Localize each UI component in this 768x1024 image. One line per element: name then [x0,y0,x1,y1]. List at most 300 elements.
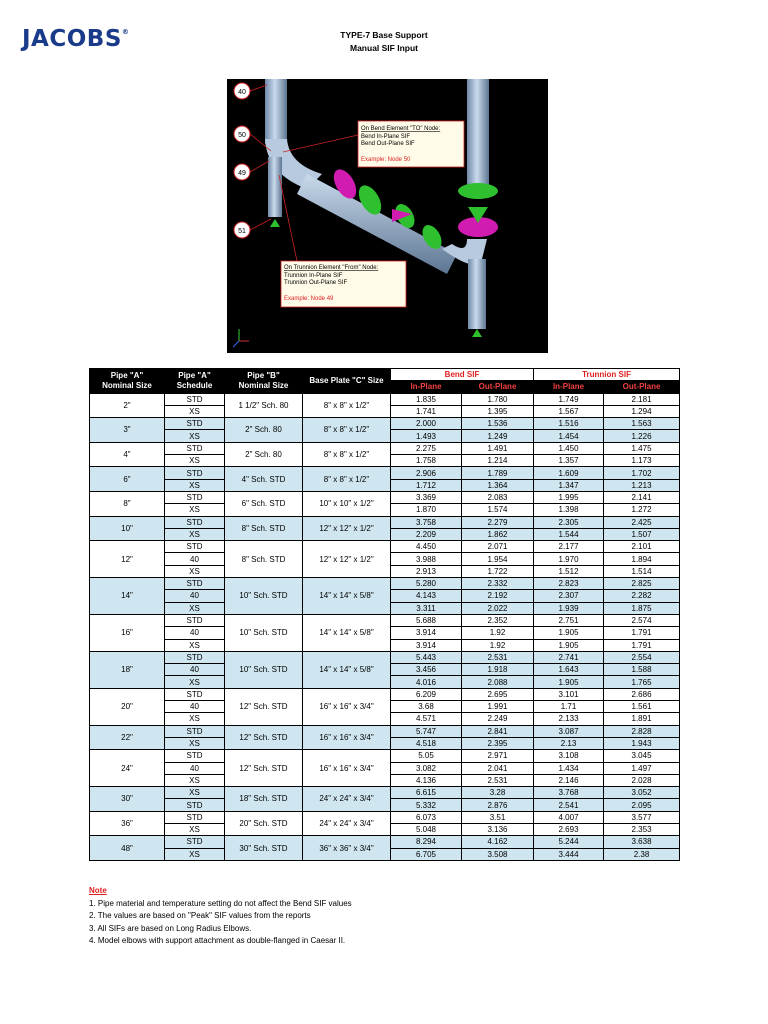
trunnion-in-plane-cell: 2.693 [534,823,604,835]
trunnion-out-plane-cell: 1.226 [604,430,680,442]
bend-in-plane-cell: 3.369 [391,491,462,503]
header-trunnion-in-plane: In-Plane [534,381,604,393]
schedule-cell: XS [165,602,225,614]
trunnion-out-plane-cell: 2.101 [604,541,680,553]
schedule-cell: STD [165,651,225,663]
trunnion-in-plane-cell: 1.995 [534,491,604,503]
trunnion-out-plane-cell: 1.563 [604,418,680,430]
bend-in-plane-cell: 1.493 [391,430,462,442]
trunnion-out-plane-cell: 2.141 [604,491,680,503]
schedule-cell: 40 [165,762,225,774]
bend-out-plane-cell: 1.991 [462,701,534,713]
trunnion-in-plane-cell: 2.177 [534,541,604,553]
node-label [234,83,250,99]
trunnion-in-plane-cell: 2.307 [534,590,604,602]
node-label [234,164,250,180]
base-plate-cell: 24" x 24" x 3/4" [303,787,391,812]
axis-triad-icon [233,329,249,347]
table-row [90,787,680,799]
trunnion-in-plane-cell: 1.398 [534,504,604,516]
schedule-cell: 40 [165,590,225,602]
schedule-cell: XS [165,565,225,577]
bend-out-plane-cell: 2.395 [462,737,534,749]
trunnion-in-plane-cell: 1.905 [534,639,604,651]
trunnion-out-plane-cell: 1.791 [604,639,680,651]
bend-in-plane-cell: 6.209 [391,688,462,700]
bend-out-plane-cell: 2.041 [462,762,534,774]
bend-in-plane-cell: 2.275 [391,442,462,454]
pipe-b-size-cell: 4" Sch. STD [225,467,303,492]
table-row [90,393,680,405]
base-plate-cell: 36" x 36" x 3/4" [303,836,391,861]
trunnion-in-plane-cell: 2.133 [534,713,604,725]
bend-out-plane-cell: 1.574 [462,504,534,516]
trunnion-out-plane-cell: 2.825 [604,578,680,590]
bend-in-plane-cell: 3.914 [391,639,462,651]
pipe-b-size-cell: 12" Sch. STD [225,688,303,725]
base-plate-cell: 8" x 8" x 1/2" [303,418,391,443]
trunnion-out-plane-cell: 1.702 [604,467,680,479]
note-item: 2. The values are based on "Peak" SIF values from the reports [89,911,311,921]
document-title: TYPE-7 Base Support [340,30,428,40]
pipe-a-size-cell: 12" [90,541,165,578]
trunnion-in-plane-cell: 2.541 [534,799,604,811]
schedule-cell: XS [165,823,225,835]
svg-text:On Bend Element "TO" Node:: On Bend Element "TO" Node: [361,126,441,132]
trunnion-in-plane-cell: 1.512 [534,565,604,577]
trunnion-in-plane-cell: 1.905 [534,627,604,639]
trunnion-in-plane-cell: 1.609 [534,467,604,479]
schedule-cell: XS [165,455,225,467]
bend-in-plane-cell: 5.443 [391,651,462,663]
svg-text:Example: Node 50: Example: Node 50 [361,157,411,163]
trunnion-in-plane-cell: 1.567 [534,405,604,417]
bend-out-plane-cell: 1.92 [462,627,534,639]
trunnion-out-plane-cell: 1.514 [604,565,680,577]
trunnion-out-plane-cell: 2.554 [604,651,680,663]
pipe-b-size-cell: 12" Sch. STD [225,750,303,787]
trunnion-out-plane-cell: 1.875 [604,602,680,614]
pipe-a-size-cell: 3" [90,418,165,443]
bend-out-plane-cell: 1.789 [462,467,534,479]
pipe-b-size-cell: 10" Sch. STD [225,578,303,615]
pipe-b-size-cell: 10" Sch. STD [225,614,303,651]
table-row [90,614,680,626]
base-plate-cell: 12" x 12" x 1/2" [303,516,391,541]
schedule-cell: STD [165,442,225,454]
bend-in-plane-cell: 1.712 [391,479,462,491]
bend-in-plane-cell: 8.294 [391,836,462,848]
base-plate-cell: 16" x 16" x 3/4" [303,750,391,787]
sif-table [89,368,680,861]
table-row [90,578,680,590]
bend-in-plane-cell: 1.835 [391,393,462,405]
table-row [90,725,680,737]
bend-in-plane-cell: 5.05 [391,750,462,762]
schedule-cell: STD [165,418,225,430]
schedule-cell: STD [165,725,225,737]
trunnion-out-plane-cell: 1.475 [604,442,680,454]
bend-out-plane-cell: 2.192 [462,590,534,602]
base-plate-cell: 12" x 12" x 1/2" [303,541,391,578]
schedule-cell: XS [165,737,225,749]
table-row [90,491,680,503]
bend-out-plane-cell: 1.395 [462,405,534,417]
sif-table-body [90,393,680,860]
trunnion-in-plane-cell: 1.939 [534,602,604,614]
bend-out-plane-cell: 2.841 [462,725,534,737]
pipe-b-size-cell: 10" Sch. STD [225,651,303,688]
bend-in-plane-cell: 5.280 [391,578,462,590]
pipe-a-size-cell: 30" [90,787,165,812]
bend-out-plane-cell: 2.071 [462,541,534,553]
pipe-a-size-cell: 36" [90,811,165,836]
schedule-cell: XS [165,639,225,651]
bend-out-plane-cell: 2.876 [462,799,534,811]
bend-in-plane-cell: 4.571 [391,713,462,725]
notes-section [89,885,352,948]
pipe-b-size-cell: 12" Sch. STD [225,725,303,750]
trunnion-out-plane-cell: 3.052 [604,787,680,799]
pipe-b-size-cell: 2" Sch. 80 [225,418,303,443]
schedule-cell: STD [165,578,225,590]
bend-out-plane-cell: 3.51 [462,811,534,823]
schedule-cell: XS [165,774,225,786]
base-plate-cell: 8" x 8" x 1/2" [303,393,391,418]
bend-out-plane-cell: 3.28 [462,787,534,799]
schedule-cell: STD [165,516,225,528]
pipe-a-size-cell: 6" [90,467,165,492]
bend-out-plane-cell: 1.722 [462,565,534,577]
bend-in-plane-cell: 3.988 [391,553,462,565]
bend-out-plane-cell: 2.352 [462,614,534,626]
schedule-cell: STD [165,541,225,553]
trunnion-in-plane-cell: 2.13 [534,737,604,749]
bend-out-plane-cell: 2.083 [462,491,534,503]
pipe-segment [265,79,287,144]
trunnion-out-plane-cell: 1.294 [604,405,680,417]
schedule-cell: XS [165,676,225,688]
svg-text:On Trunnion Element "From" Nod: On Trunnion Element "From" Node: [284,265,379,271]
schedule-cell: STD [165,467,225,479]
trunnion-in-plane-cell: 2.305 [534,516,604,528]
trunnion-out-plane-cell: 1.943 [604,737,680,749]
trunnion-in-plane-cell: 3.101 [534,688,604,700]
trunnion-out-plane-cell: 1.507 [604,528,680,540]
bend-in-plane-cell: 1.758 [391,455,462,467]
trunnion-in-plane-cell: 3.768 [534,787,604,799]
bend-out-plane-cell: 2.332 [462,578,534,590]
pipe-segment [297,174,457,274]
svg-text:Trunnion Out-Plane SIF: Trunnion Out-Plane SIF [284,280,348,286]
bend-in-plane-cell: 5.688 [391,614,462,626]
schedule-cell: 40 [165,553,225,565]
trunnion-in-plane-cell: 1.970 [534,553,604,565]
trunnion-pipe [268,157,282,217]
header-pipe-a-schedule: Pipe "A" Schedule [165,369,225,394]
trunnion-out-plane-cell: 1.791 [604,627,680,639]
bend-out-plane-cell: 2.279 [462,516,534,528]
trunnion-out-plane-cell: 1.213 [604,479,680,491]
header-bend-sif: Bend SIF [391,369,534,381]
svg-text:Bend In-Plane SIF: Bend In-Plane SIF [361,134,411,140]
callout-bend-node [358,121,464,167]
trunnion-out-plane-cell: 1.561 [604,701,680,713]
bend-out-plane-cell: 1.249 [462,430,534,442]
base-plate-cell: 16" x 16" x 3/4" [303,688,391,725]
bend-in-plane-cell: 2.906 [391,467,462,479]
table-row [90,442,680,454]
table-row [90,541,680,553]
trunnion-out-plane-cell: 2.095 [604,799,680,811]
pipe-a-size-cell: 18" [90,651,165,688]
bend-in-plane-cell: 4.136 [391,774,462,786]
bend-out-plane-cell: 1.491 [462,442,534,454]
svg-text:50: 50 [238,132,246,139]
trunnion-in-plane-cell: 1.450 [534,442,604,454]
header-trunnion-sif: Trunnion SIF [534,369,680,381]
trunnion-in-plane-cell: 2.823 [534,578,604,590]
bend-out-plane-cell: 2.971 [462,750,534,762]
pipe-a-size-cell: 24" [90,750,165,787]
svg-text:40: 40 [238,89,246,96]
bend-out-plane-cell: 1.862 [462,528,534,540]
bend-in-plane-cell: 2.913 [391,565,462,577]
trunnion-in-plane-cell: 3.108 [534,750,604,762]
trunnion-out-plane-cell: 2.828 [604,725,680,737]
trunnion-out-plane-cell: 1.891 [604,713,680,725]
bend-in-plane-cell: 3.68 [391,701,462,713]
bend-in-plane-cell: 6.073 [391,811,462,823]
schedule-cell: XS [165,787,225,799]
schedule-cell: STD [165,836,225,848]
pipe-b-size-cell: 1 1/2" Sch. 80 [225,393,303,418]
bend-out-plane-cell: 1.918 [462,664,534,676]
trunnion-in-plane-cell: 2.741 [534,651,604,663]
bend-in-plane-cell: 3.456 [391,664,462,676]
trunnion-out-plane-cell: 2.686 [604,688,680,700]
trunnion-in-plane-cell: 2.146 [534,774,604,786]
pipe-a-size-cell: 4" [90,442,165,467]
trunnion-out-plane-cell: 1.765 [604,676,680,688]
pipe-b-size-cell: 18" Sch. STD [225,787,303,812]
bend-out-plane-cell: 2.249 [462,713,534,725]
base-plate-cell: 14" x 14" x 5/8" [303,578,391,615]
schedule-cell: XS [165,479,225,491]
base-plate-cell: 10" x 10" x 1/2" [303,491,391,516]
header-pipe-b-size: Pipe "B" Nominal Size [225,369,303,394]
table-row [90,750,680,762]
table-row [90,688,680,700]
schedule-cell: 40 [165,664,225,676]
svg-text:Example: Node 49: Example: Node 49 [284,296,334,302]
schedule-cell: XS [165,405,225,417]
trunnion-out-plane-cell: 2.282 [604,590,680,602]
header-base-plate: Base Plate "C" Size [303,369,391,394]
bend-in-plane-cell: 4.518 [391,737,462,749]
header-pipe-a-size: Pipe "A" Nominal Size [90,369,165,394]
company-logo: JACOBS® [22,26,130,52]
bend-in-plane-cell: 1.741 [391,405,462,417]
base-plate-cell: 8" x 8" x 1/2" [303,467,391,492]
bend-in-plane-cell: 1.870 [391,504,462,516]
pipe-segment [468,259,486,329]
table-row [90,467,680,479]
node-label [234,222,250,238]
pipe-a-size-cell: 8" [90,491,165,516]
header-bend-out-plane: Out-Plane [462,381,534,393]
table-row [90,836,680,848]
bend-out-plane-cell: 1.214 [462,455,534,467]
document-subtitle: Manual SIF Input [350,43,418,53]
header-trunnion-out-plane: Out-Plane [604,381,680,393]
schedule-cell: STD [165,614,225,626]
svg-text:Trunnion In-Plane SIF: Trunnion In-Plane SIF [284,273,343,279]
trunnion-out-plane-cell: 1.497 [604,762,680,774]
bend-out-plane-cell: 1.536 [462,418,534,430]
trunnion-in-plane-cell: 1.643 [534,664,604,676]
trunnion-out-plane-cell: 1.272 [604,504,680,516]
pipe-a-size-cell: 16" [90,614,165,651]
base-plate-cell: 16" x 16" x 3/4" [303,725,391,750]
trunnion-out-plane-cell: 2.425 [604,516,680,528]
trunnion-in-plane-cell: 1.357 [534,455,604,467]
trunnion-out-plane-cell: 1.588 [604,664,680,676]
schedule-cell: XS [165,848,225,860]
trunnion-in-plane-cell: 2.751 [534,614,604,626]
base-plate-cell: 24" x 24" x 3/4" [303,811,391,836]
bend-in-plane-cell: 5.332 [391,799,462,811]
base-plate-cell: 14" x 14" x 5/8" [303,651,391,688]
bend-in-plane-cell: 3.082 [391,762,462,774]
pipe-b-size-cell: 6" Sch. STD [225,491,303,516]
bend-out-plane-cell: 3.508 [462,848,534,860]
trunnion-in-plane-cell: 3.087 [534,725,604,737]
table-row [90,418,680,430]
bend-in-plane-cell: 2.209 [391,528,462,540]
table-row [90,516,680,528]
bend-in-plane-cell: 5.048 [391,823,462,835]
bend-in-plane-cell: 6.615 [391,787,462,799]
bend-in-plane-cell: 2.000 [391,418,462,430]
schedule-cell: STD [165,393,225,405]
trunnion-out-plane-cell: 2.38 [604,848,680,860]
pipe-b-size-cell: 2" Sch. 80 [225,442,303,467]
pipe-a-size-cell: 2" [90,393,165,418]
header-bend-in-plane: In-Plane [391,381,462,393]
bend-out-plane-cell: 2.531 [462,774,534,786]
table-row [90,651,680,663]
pipe-b-size-cell: 8" Sch. STD [225,541,303,578]
node-label [234,126,250,142]
base-plate-cell: 14" x 14" x 5/8" [303,614,391,651]
schedule-cell: 40 [165,701,225,713]
bend-in-plane-cell: 4.016 [391,676,462,688]
trunnion-in-plane-cell: 5.244 [534,836,604,848]
schedule-cell: XS [165,430,225,442]
pipe-a-size-cell: 10" [90,516,165,541]
notes-heading: Note [89,886,107,895]
note-item: 4. Model elbows with support attachment as double-flanged in Caesar II. [89,936,346,946]
schedule-cell: XS [165,528,225,540]
note-item: 3. All SIFs are based on Long Radius Elbows. [89,923,252,933]
trunnion-in-plane-cell: 1.749 [534,393,604,405]
schedule-cell: XS [165,504,225,516]
trunnion-out-plane-cell: 3.577 [604,811,680,823]
schedule-cell: STD [165,688,225,700]
base-plate-cell: 8" x 8" x 1/2" [303,442,391,467]
bend-in-plane-cell: 3.758 [391,516,462,528]
trunnion-in-plane-cell: 1.71 [534,701,604,713]
trunnion-out-plane-cell: 2.353 [604,823,680,835]
pipe-segment [467,79,489,189]
trunnion-out-plane-cell: 3.045 [604,750,680,762]
svg-text:Bend Out-Plane SIF: Bend Out-Plane SIF [361,141,415,147]
schedule-cell: 40 [165,627,225,639]
pipe-b-size-cell: 30" Sch. STD [225,836,303,861]
table-row [90,811,680,823]
pipe-a-size-cell: 48" [90,836,165,861]
bend-in-plane-cell: 3.311 [391,602,462,614]
trunnion-in-plane-cell: 1.544 [534,528,604,540]
callout-trunnion-node [281,261,406,307]
schedule-cell: STD [165,750,225,762]
pipe-a-size-cell: 14" [90,578,165,615]
note-item: 1. Pipe material and temperature setting do not affect the Bend SIF values [89,898,352,908]
pipe-a-size-cell: 20" [90,688,165,725]
schedule-cell: STD [165,811,225,823]
trunnion-in-plane-cell: 3.444 [534,848,604,860]
pipe-b-size-cell: 8" Sch. STD [225,516,303,541]
bend-out-plane-cell: 1.92 [462,639,534,651]
schedule-cell: STD [165,491,225,503]
trunnion-in-plane-cell: 4.007 [534,811,604,823]
trunnion-out-plane-cell: 2.028 [604,774,680,786]
trunnion-out-plane-cell: 1.894 [604,553,680,565]
bend-out-plane-cell: 1.954 [462,553,534,565]
trunnion-in-plane-cell: 1.347 [534,479,604,491]
pipe-b-size-cell: 20" Sch. STD [225,811,303,836]
trunnion-out-plane-cell: 3.638 [604,836,680,848]
bend-in-plane-cell: 3.914 [391,627,462,639]
trunnion-out-plane-cell: 2.181 [604,393,680,405]
trunnion-in-plane-cell: 1.434 [534,762,604,774]
schedule-cell: STD [165,799,225,811]
bend-out-plane-cell: 2.088 [462,676,534,688]
bend-out-plane-cell: 2.695 [462,688,534,700]
pipe-a-size-cell: 22" [90,725,165,750]
bend-out-plane-cell: 4.162 [462,836,534,848]
schedule-cell: XS [165,713,225,725]
trunnion-in-plane-cell: 1.454 [534,430,604,442]
bend-out-plane-cell: 2.022 [462,602,534,614]
svg-text:49: 49 [238,170,246,177]
trunnion-in-plane-cell: 1.516 [534,418,604,430]
bend-in-plane-cell: 4.143 [391,590,462,602]
bend-out-plane-cell: 1.364 [462,479,534,491]
svg-text:51: 51 [238,228,246,235]
trunnion-in-plane-cell: 1.905 [534,676,604,688]
bend-in-plane-cell: 6.705 [391,848,462,860]
trunnion-out-plane-cell: 2.574 [604,614,680,626]
bend-in-plane-cell: 4.450 [391,541,462,553]
bend-out-plane-cell: 2.531 [462,651,534,663]
support-model-figure [227,79,548,353]
bend-in-plane-cell: 5.747 [391,725,462,737]
piping-model-illustration [227,79,548,353]
trunnion-out-plane-cell: 1.173 [604,455,680,467]
bend-out-plane-cell: 1.780 [462,393,534,405]
